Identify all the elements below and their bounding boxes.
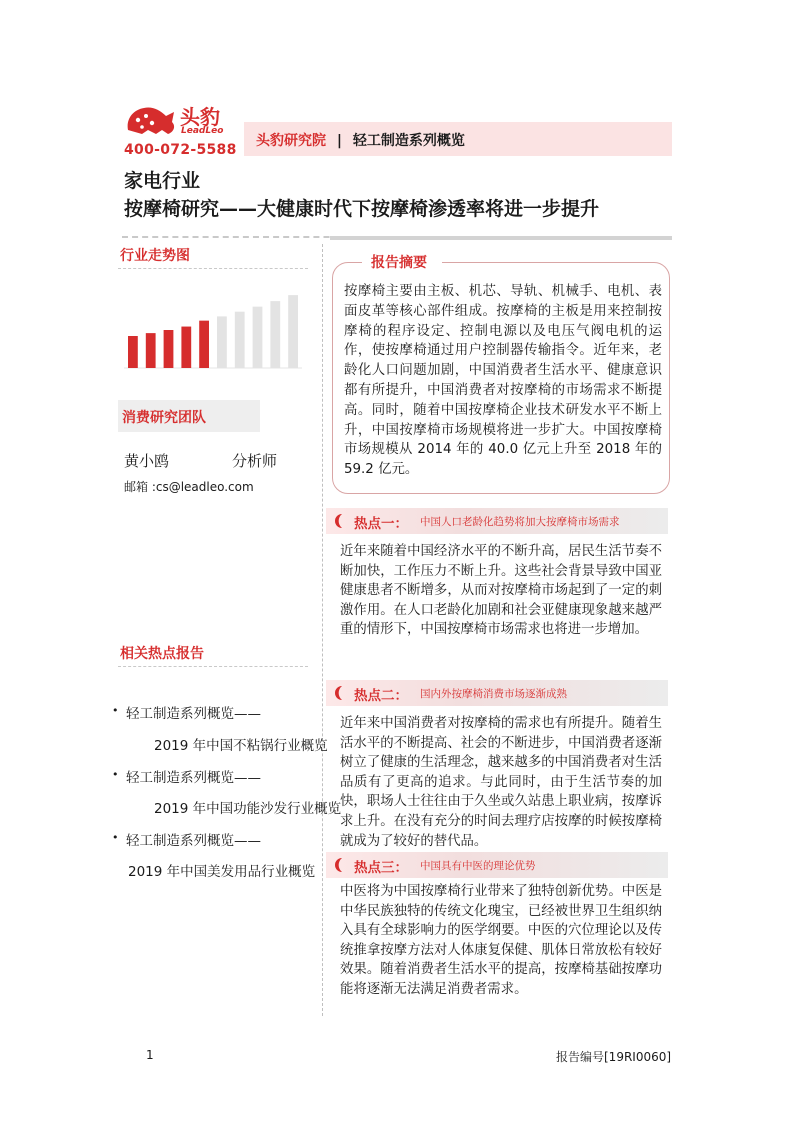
related-report-link[interactable]: 2019 年中国功能沙发行业概览	[154, 801, 342, 817]
hotspot-2-subtitle: 国内外按摩椅消费市场逐渐成熟	[420, 688, 567, 700]
chart-bar-2018	[199, 321, 209, 368]
chart-bar-2020E	[235, 312, 245, 368]
hotspot-2-title: 热点二：	[354, 688, 408, 704]
chart-bar-2021E	[253, 307, 263, 368]
hotspot-2-text: 近年来中国消费者对按摩椅的需求也有所提升。随着生活水平的不断提高、社会的不断进步，中国消费者逐渐树立了健康的生活理念，越来越多的中国消费者对生活品质有了更高的追求。与此同时，由于生活节奏的加快，职场人士往往由于久坐或久站患上职业病，按摩诉求上升。在没有充分的时间去理疗店按摩的时候按摩椅就成为了较好的替代品。	[340, 716, 662, 849]
hotspot-1-subtitle: 中国人口老龄化趋势将加大按摩椅市场需求	[420, 516, 620, 528]
analyst-role: 分析师	[232, 452, 278, 470]
chart-bar-2022E	[270, 301, 280, 368]
chart-bar-2023E	[288, 295, 298, 368]
analyst-email: 邮箱 :cs@leadleo.com	[124, 480, 254, 494]
related-report-link[interactable]: 轻工制造系列概览——	[126, 706, 261, 722]
header-banner-text	[256, 130, 465, 150]
phone-number: 400-072-5588	[124, 142, 237, 158]
trend-chart	[118, 282, 308, 374]
analyst-name: 黄小鸥	[124, 452, 170, 470]
hotspot-1-title: 热点一：	[354, 516, 408, 532]
half-circle-icon	[330, 513, 346, 529]
related-report-link[interactable]: 2019 年中国不粘锅行业概览	[154, 738, 328, 754]
chart-bar-2019E	[217, 316, 227, 368]
hotspot-3-title: 热点三：	[354, 860, 408, 876]
bullet-icon: •	[112, 831, 119, 844]
report-id: 报告编号[19RI0060]	[556, 1050, 672, 1064]
trend-heading: 行业走势图	[120, 248, 190, 264]
summary-label: 报告摘要	[371, 255, 427, 271]
related-heading-divider	[118, 666, 308, 667]
chart-bar-2015	[146, 333, 156, 368]
series-name: 轻工制造系列概览	[352, 133, 465, 149]
hotspot-1-text: 近年来随着中国经济水平的不断升高，居民生活节奏不断加快，工作压力不断上升。这些社会背景导致中国亚健康患者不断增多，从而对按摩椅市场起到了一定的刺激作用。在人口老龄化加剧和社会亚健康现象越来越严重的情形下，中国按摩椅市场需求也将进一步增加。	[340, 544, 662, 638]
summary-text: 按摩椅主要由主板、机芯、导轨、机械手、电机、表面皮革等核心部件组成。按摩椅的主板是用来控制按摩椅的程序设定、控制电源以及电压气阀电机的运作，使按摩椅通过用户控制器传输指令。近年来，老龄化人口问题加剧，中国消费者生活水平、健康意识都有所提升，中国消费者对按摩椅的市场需求不断提高。同时，随着中国按摩椅企业技术研发水平不断上升，中国按摩椅市场规模将进一步扩大。中国按摩椅市场规模从 2014 年的 40.0 亿元上升至 2018 年的 59.2 亿元。	[344, 284, 662, 478]
hotspot-3-text: 中医将为中国按摩椅行业带来了独特创新优势。中医是中华民族独特的传统文化瑰宝，已经被世界卫生组织纳入具有全球影响力的医学纲要。中医的穴位理论以及传统推拿按摩方法对人体康复保健、肌体日常放松有较好效果。随着消费者生活水平的提高，按摩椅基础按摩功能将逐渐无法满足消费者需求。	[340, 884, 662, 997]
related-reports-heading: 相关热点报告	[120, 646, 204, 662]
industry-label: 家电行业	[124, 170, 201, 192]
top-divider-bar	[330, 236, 672, 240]
half-circle-icon	[330, 857, 346, 873]
page-number: 1	[146, 1048, 154, 1062]
institute-name: 头豹研究院	[256, 133, 326, 149]
bullet-icon: •	[112, 704, 119, 717]
related-report-link[interactable]: 轻工制造系列概览——	[126, 770, 261, 786]
related-report-link[interactable]: 轻工制造系列概览——	[126, 833, 261, 849]
half-circle-icon	[330, 685, 346, 701]
chart-bar-2016	[164, 330, 174, 368]
hotspot-3-subtitle: 中国具有中医的理论优势	[420, 860, 536, 872]
team-heading: 消费研究团队	[122, 410, 206, 426]
brand-english-name: LeadLeo	[181, 126, 224, 136]
brand-name: 头豹	[180, 105, 220, 129]
column-separator	[322, 244, 323, 1016]
related-report-link[interactable]: 2019 年中国美发用品行业概览	[128, 864, 316, 880]
bullet-icon: •	[112, 768, 119, 781]
trend-heading-divider	[118, 268, 308, 269]
chart-bar-2017	[181, 327, 191, 368]
header-separator: |	[336, 133, 342, 149]
report-title: 按摩椅研究——大健康时代下按摩椅渗透率将进一步提升	[124, 198, 600, 220]
chart-bar-2014	[128, 336, 138, 368]
